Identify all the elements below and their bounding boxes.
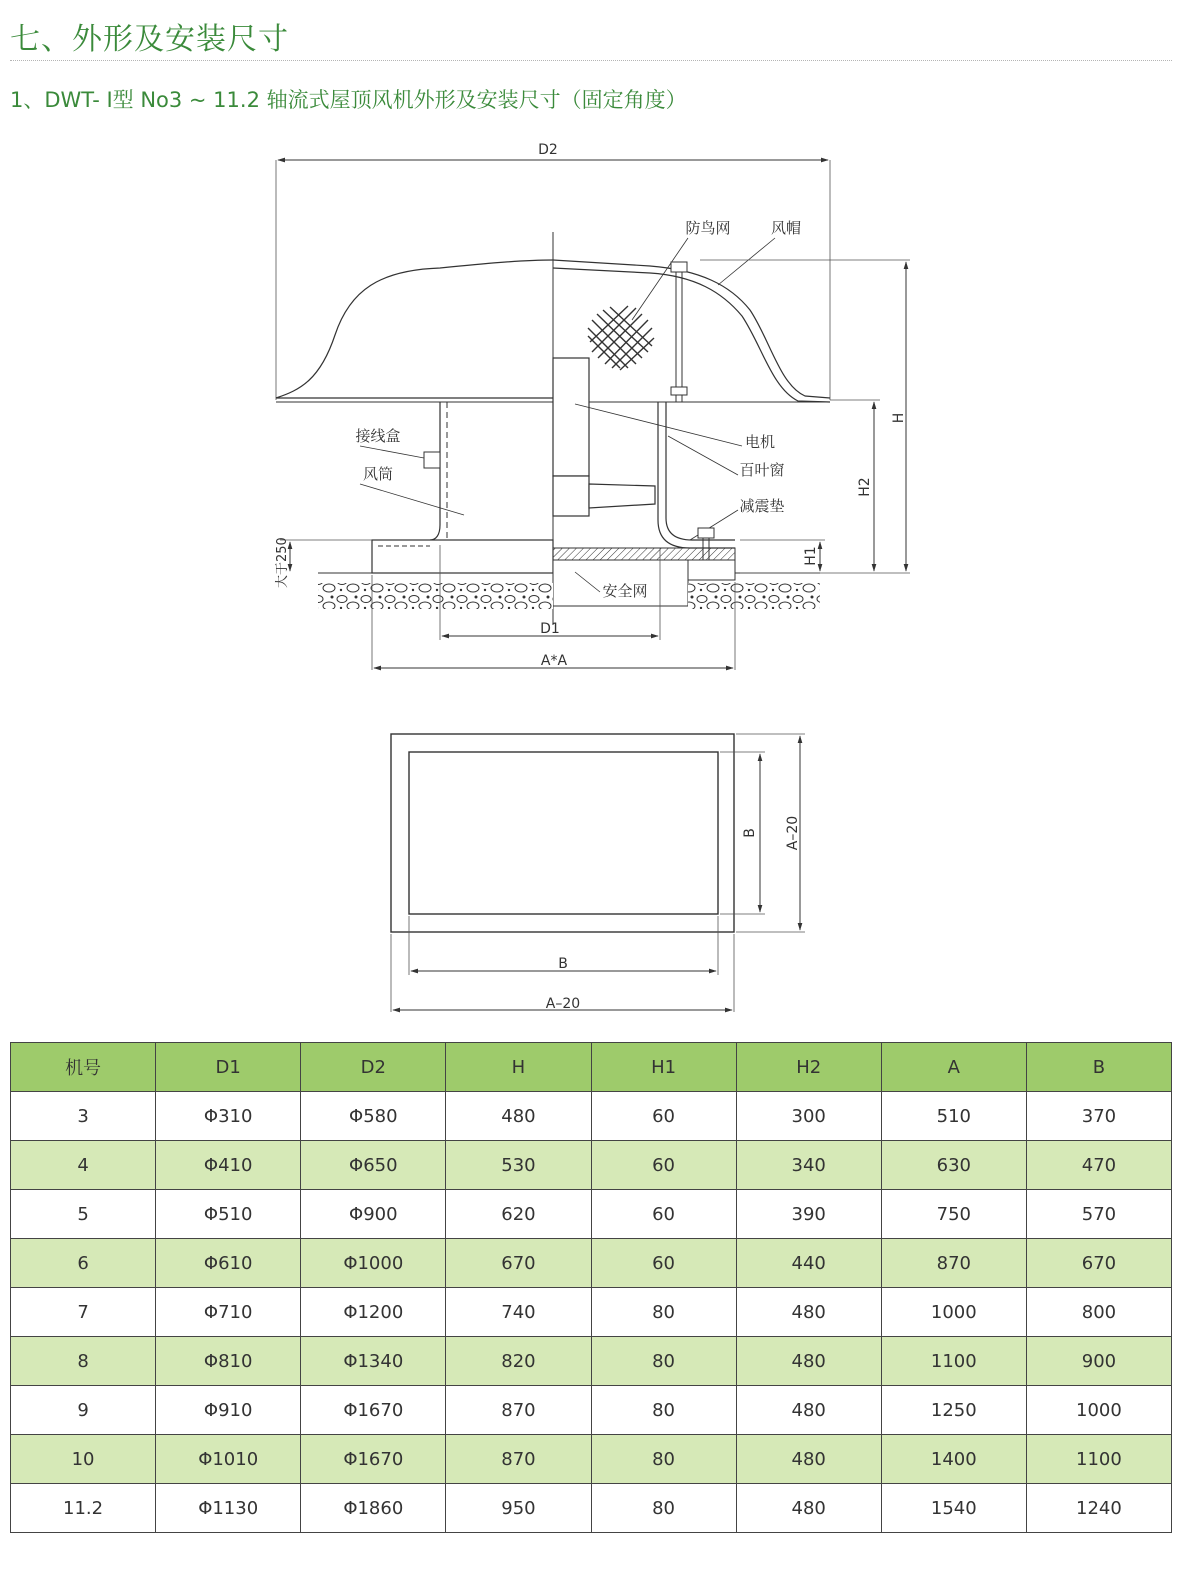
table-cell: 60 [591,1190,736,1239]
junction-box-label: 接线盒 [355,427,401,445]
table-cell: Φ1860 [301,1484,446,1533]
table-cell: Φ1670 [301,1386,446,1435]
table-cell: 480 [446,1092,591,1141]
table-cell: 60 [591,1141,736,1190]
table-cell: 80 [591,1386,736,1435]
table-cell: Φ710 [156,1288,301,1337]
header-cell: B [1026,1043,1171,1092]
table-cell: 80 [591,1484,736,1533]
header-cell: D1 [156,1043,301,1092]
table-cell: 900 [1026,1337,1171,1386]
table-row [11,1337,1172,1386]
h1-label: H1 [803,546,819,566]
plan-b-side-label: B [742,828,758,838]
table-cell: Φ900 [301,1190,446,1239]
damper-pad-label: 减震垫 [739,497,785,515]
table-cell: Φ580 [301,1092,446,1141]
header-cell: H [446,1043,591,1092]
table-cell: 480 [736,1288,881,1337]
subtitle: 1、DWT- Ⅰ型 No3 ~ 11.2 轴流式屋顶风机外形及安装尺寸（固定角度） [10,88,687,112]
table-row [11,1435,1172,1484]
table-row [11,1141,1172,1190]
table-cell: 4 [11,1141,156,1190]
table-cell: 480 [736,1337,881,1386]
table-cell: 300 [736,1092,881,1141]
table-row [11,1190,1172,1239]
table-cell: 740 [446,1288,591,1337]
table-cell: 620 [446,1190,591,1239]
table-row [11,1386,1172,1435]
hood-left-outline [276,260,553,398]
table-cell: 3 [11,1092,156,1141]
table-cell: 340 [736,1141,881,1190]
table-cell: Φ310 [156,1092,301,1141]
motor-label: 电机 [744,433,776,451]
table-cell: 570 [1026,1190,1171,1239]
table-cell: 670 [1026,1239,1171,1288]
table-row [11,1239,1172,1288]
table-cell: 1400 [881,1435,1026,1484]
table-cell: Φ1010 [156,1435,301,1484]
table-cell: 820 [446,1337,591,1386]
table-cell: 80 [591,1337,736,1386]
section-title: 七、外形及安装尺寸 [10,22,289,57]
roof-gravel-right [688,583,820,609]
safety-net-label: 安全网 [602,582,648,600]
table-cell: 1100 [1026,1435,1171,1484]
table-cell: Φ650 [301,1141,446,1190]
table-cell: 870 [446,1386,591,1435]
plan-view [391,734,805,1012]
table-cell: 6 [11,1239,156,1288]
table-cell: 800 [1026,1288,1171,1337]
table-cell: 670 [446,1239,591,1288]
min250-label: 大于250 [275,537,290,588]
table-cell: 390 [736,1190,881,1239]
motor [553,358,655,516]
table-row [11,1484,1172,1533]
table-cell: 80 [591,1435,736,1484]
table-cell: 9 [11,1386,156,1435]
table-cell: 1540 [881,1484,1026,1533]
table-cell: 870 [881,1239,1026,1288]
table-cell: Φ1340 [301,1337,446,1386]
table-cell: 750 [881,1190,1026,1239]
header-cell: H2 [736,1043,881,1092]
dimension-table [10,1042,1172,1533]
min250-dimension [274,537,372,588]
table-cell: 370 [1026,1092,1171,1141]
plan-a20-side-label: A–20 [785,815,801,851]
table-cell: 1000 [881,1288,1026,1337]
table-cell: 80 [591,1288,736,1337]
table-cell: 10 [11,1435,156,1484]
table-cell: 8 [11,1337,156,1386]
bird-net-label: 防鸟网 [685,219,731,237]
table-cell: 530 [446,1141,591,1190]
table-cell: Φ810 [156,1337,301,1386]
duct-label: 风筒 [362,465,394,483]
plan-a20-bottom-label: A–20 [545,996,581,1012]
bird-net-icon [588,306,654,370]
header-cell: A [881,1043,1026,1092]
table-cell: Φ1200 [301,1288,446,1337]
table-header-row [11,1043,1172,1092]
table-cell: Φ510 [156,1190,301,1239]
table-cell: 470 [1026,1141,1171,1190]
table-cell: 440 [736,1239,881,1288]
table-cell: 60 [591,1092,736,1141]
duct-right-wall [658,402,735,548]
table-cell: 630 [881,1141,1026,1190]
hood-label: 风帽 [770,219,802,237]
table-cell: 870 [446,1435,591,1484]
table-cell: 1240 [1026,1484,1171,1533]
table-row [11,1288,1172,1337]
support-rod [671,262,687,402]
table-cell: 480 [736,1484,881,1533]
table-cell: Φ910 [156,1386,301,1435]
table-cell: 7 [11,1288,156,1337]
table-cell: 510 [881,1092,1026,1141]
table-cell: 1100 [881,1337,1026,1386]
d2-label: D2 [538,142,558,158]
duct-left-wall [424,402,447,540]
table-cell: Φ1670 [301,1435,446,1484]
table-cell: Φ1000 [301,1239,446,1288]
table-cell: 480 [736,1386,881,1435]
louver-label: 百叶窗 [739,461,785,479]
d1-label: D1 [540,621,560,637]
table-cell: Φ410 [156,1141,301,1190]
table-cell: 60 [591,1239,736,1288]
table-cell: 1250 [881,1386,1026,1435]
table-cell: 950 [446,1484,591,1533]
hood-right-section [553,260,830,402]
h-dimensions [700,260,910,573]
axa-label: A*A [540,653,568,669]
header-cell: H1 [591,1043,736,1092]
table-cell: Φ1130 [156,1484,301,1533]
roof-gravel [318,583,553,609]
table-cell: 11.2 [11,1484,156,1533]
h2-label: H2 [857,477,873,497]
table-row [11,1092,1172,1141]
table-cell: 480 [736,1435,881,1484]
table-cell: 5 [11,1190,156,1239]
plan-b-bottom-label: B [558,956,568,972]
table-cell: Φ610 [156,1239,301,1288]
h-label: H [891,412,907,424]
header-cell: 机号 [11,1043,156,1092]
table-cell: 1000 [1026,1386,1171,1435]
header-cell: D2 [301,1043,446,1092]
